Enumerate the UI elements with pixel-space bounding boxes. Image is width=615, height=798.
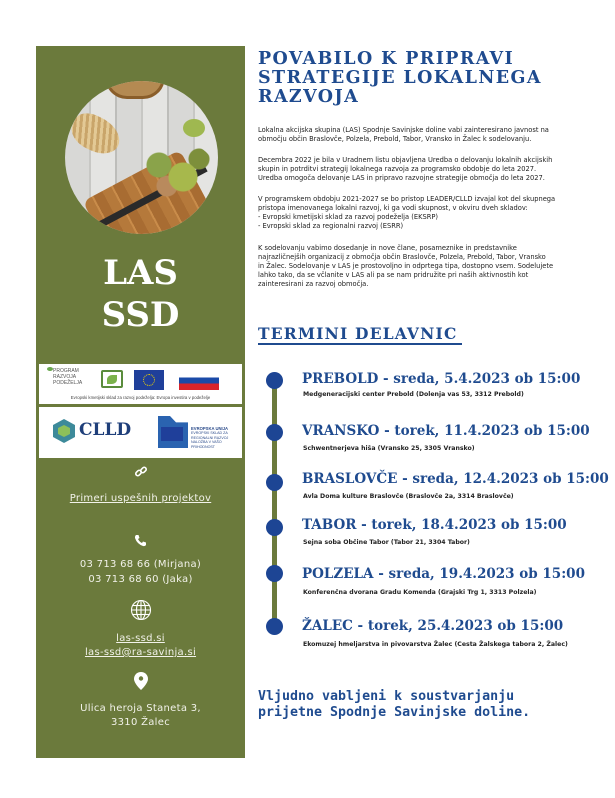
eu-flag-small-icon: [161, 427, 183, 441]
clld-eu-logos-strip: [39, 407, 242, 458]
intro-paragraph: [258, 126, 608, 144]
paragraph-line: V programskem obdobju 2021-2027 se bo pristop LEADER/CLLD izvajal kot del skupnega: [258, 195, 556, 203]
paragraph-line: Decembra 2022 je bila v Uradnem listu objavljena Uredba o delovanju lokalnih akcijskih: [258, 156, 553, 164]
paragraph-line: in Žalec. Sodelovanje v LAS je prostovoljno in odprtega tipa, dostopno vsem. Sodelujete: [258, 262, 554, 271]
workshop-location-prebold: Medgeneracijski center Prebold (Dolenja vas 53, 3312 Prebold): [303, 391, 524, 398]
workshop-title-prebold: PREBOLD - sreda, 5.4.2023 ob 15:00: [302, 371, 581, 387]
slovenia-flag-icon: [179, 371, 219, 390]
address-city: 3310 Žalec: [110, 717, 171, 728]
paragraph-line: skupin in potrditvi strategij lokalnega razvoja za programsko obdobje do leta 2027.: [258, 165, 537, 174]
workshop-location-tabor: Sejna soba Občine Tabor (Tabor 21, 3304 Tabor): [303, 539, 470, 546]
org-name-line-2: SSD: [101, 295, 180, 335]
closing-message: [258, 689, 530, 720]
workshops-heading: TERMINI DELAVNIC: [258, 325, 462, 345]
clld-hexagon-icon: [53, 419, 75, 443]
program-logo-line-1: PROGRAM: [53, 368, 79, 374]
workshop-location-vransko: Schwentnerjeva hiša (Vransko 25, 3305 Vransko): [303, 445, 475, 452]
hops-bunch: [135, 141, 215, 201]
timeline-dot: [266, 519, 283, 536]
eu-line-4: NALOŽBA V VAŠO PRIHODNOST: [191, 440, 222, 449]
eu-line-1: EVROPSKA UNIJA: [191, 426, 229, 431]
workshop-title-braslovce: BRASLOVČE - sreda, 12.4.2023 ob 15:00: [302, 471, 609, 487]
workshop-location-polzela: Konferenčna dvorana Gradu Komenda (Grajski Trg 1, 3313 Polzela): [303, 589, 537, 596]
title-line-2: STRATEGIJE LOKALNEGA: [258, 68, 542, 88]
clld-logo-text: CLLD: [79, 420, 132, 440]
funds-paragraph: [258, 195, 608, 231]
eu-line-3: REGIONALNI RAZVOJ: [191, 435, 229, 440]
address-street: Ulica heroja Staneta 3,: [80, 703, 201, 714]
paragraph-line: lahko tako, da se včlanite v LAS ali pa se nam pridružite pri naših aktivnostih kot: [258, 271, 529, 280]
timeline-dot: [266, 565, 283, 582]
eu-regional-logo-text: [191, 427, 242, 449]
eu-line-2: EVROPSKI SKLAD ZA: [191, 431, 228, 436]
location-pin-icon: [36, 672, 245, 694]
projects-link[interactable]: Primeri uspešnih projektov: [69, 493, 212, 504]
org-name-line-1: LAS: [103, 253, 178, 293]
wheat-ears: [66, 108, 126, 160]
paragraph-line: pristopa imenovanega lokalni razvoj, ki ga vodi skupnost, v okviru dveh skladov:: [258, 204, 528, 213]
fund-list-item: - Evropski kmetijski sklad za razvoj podeželja (EKSRP): [258, 213, 439, 222]
paragraph-line: Lokalna akcijska skupina (LAS) Spodnje Savinjske doline vabi zainteresirano javnost na: [258, 126, 549, 134]
paragraph-line: zainteresirani za razvoj območja.: [258, 280, 369, 289]
leader-logo: [101, 370, 123, 388]
sidebar-panel: [36, 46, 245, 758]
paragraph-line: K sodelovanju vabimo dosedanje in nove člane, posameznike in predstavnike: [258, 244, 517, 252]
globe-icon: [36, 599, 245, 625]
grain-bowl: [105, 81, 165, 99]
workshop-location-braslovce: Avla Doma kulture Braslovče (Braslovče 2a, 3314 Braslovče): [303, 493, 514, 500]
decree-paragraph: [258, 156, 608, 183]
workshop-title-zalec: ŽALEC - torek, 25.4.2023 ob 15:00: [302, 618, 564, 634]
hero-photo-wheat-hops-barrel: [65, 81, 218, 234]
timeline-line: [272, 381, 277, 626]
paragraph-line: območju občin Braslovče, Polzela, Prebold, Tabor, Vransko in Žalec k sodelovanju.: [258, 135, 532, 144]
phone-number-jaka[interactable]: 03 713 68 60 (Jaka): [88, 574, 193, 585]
website-link[interactable]: las-ssd.si: [116, 633, 165, 644]
paragraph-line: najrazličnejših organizacij z območja občin Braslovče, Polzela, Prebold, Tabor, Vransko: [258, 253, 546, 262]
hop-cone: [183, 119, 205, 137]
phone-number-mirjana[interactable]: 03 713 68 66 (Mirjana): [79, 559, 202, 570]
funding-caption: Evropski kmetijski sklad za razvoj podeželja: Evropa investira v podeželje: [70, 395, 211, 400]
workshop-title-vransko: VRANSKO - torek, 11.4.2023 ob 15:00: [302, 423, 590, 439]
invitation-paragraph: [258, 244, 608, 289]
timeline-dot: [266, 618, 283, 635]
eu-flag-icon: [134, 370, 164, 390]
closing-line-2: prijetne Spodnje Savinjske doline.: [258, 704, 531, 720]
link-icon: [36, 464, 245, 483]
workshop-location-zalec: Ekomuzej hmeljarstva in pivovarstva Žalec (Cesta Žalskega tabora 2, Žalec): [303, 641, 568, 648]
timeline-dot: [266, 474, 283, 491]
email-link[interactable]: las-ssd@ra-savinja.si: [84, 647, 197, 658]
closing-line-1: Vljudno vabljeni k soustvarjanju: [258, 689, 515, 704]
funding-logos-strip: [39, 364, 242, 404]
title-line-1: POVABILO K PRIPRAVI: [258, 49, 515, 69]
title-line-3: RAZVOJA: [258, 87, 360, 107]
workshop-title-tabor: TABOR - torek, 18.4.2023 ob 15:00: [302, 517, 567, 533]
page-title: [258, 50, 542, 107]
timeline-dot: [266, 372, 283, 389]
paragraph-line: Uredba omogoča delovanje LAS in pripravo razvojne strategije območja do leta 2027.: [258, 174, 545, 183]
program-logo-line-3: PODEŽELJA: [53, 380, 83, 386]
program-logo-line-2: RAZVOJA: [53, 374, 77, 380]
timeline-dot: [266, 424, 283, 441]
fund-list-item: - Evropski sklad za regionalni razvoj (ESRR): [258, 222, 404, 231]
workshop-title-polzela: POLZELA - sreda, 19.4.2023 ob 15:00: [302, 566, 585, 582]
phone-icon: [36, 532, 245, 551]
program-razvoja-logo: [53, 368, 82, 386]
